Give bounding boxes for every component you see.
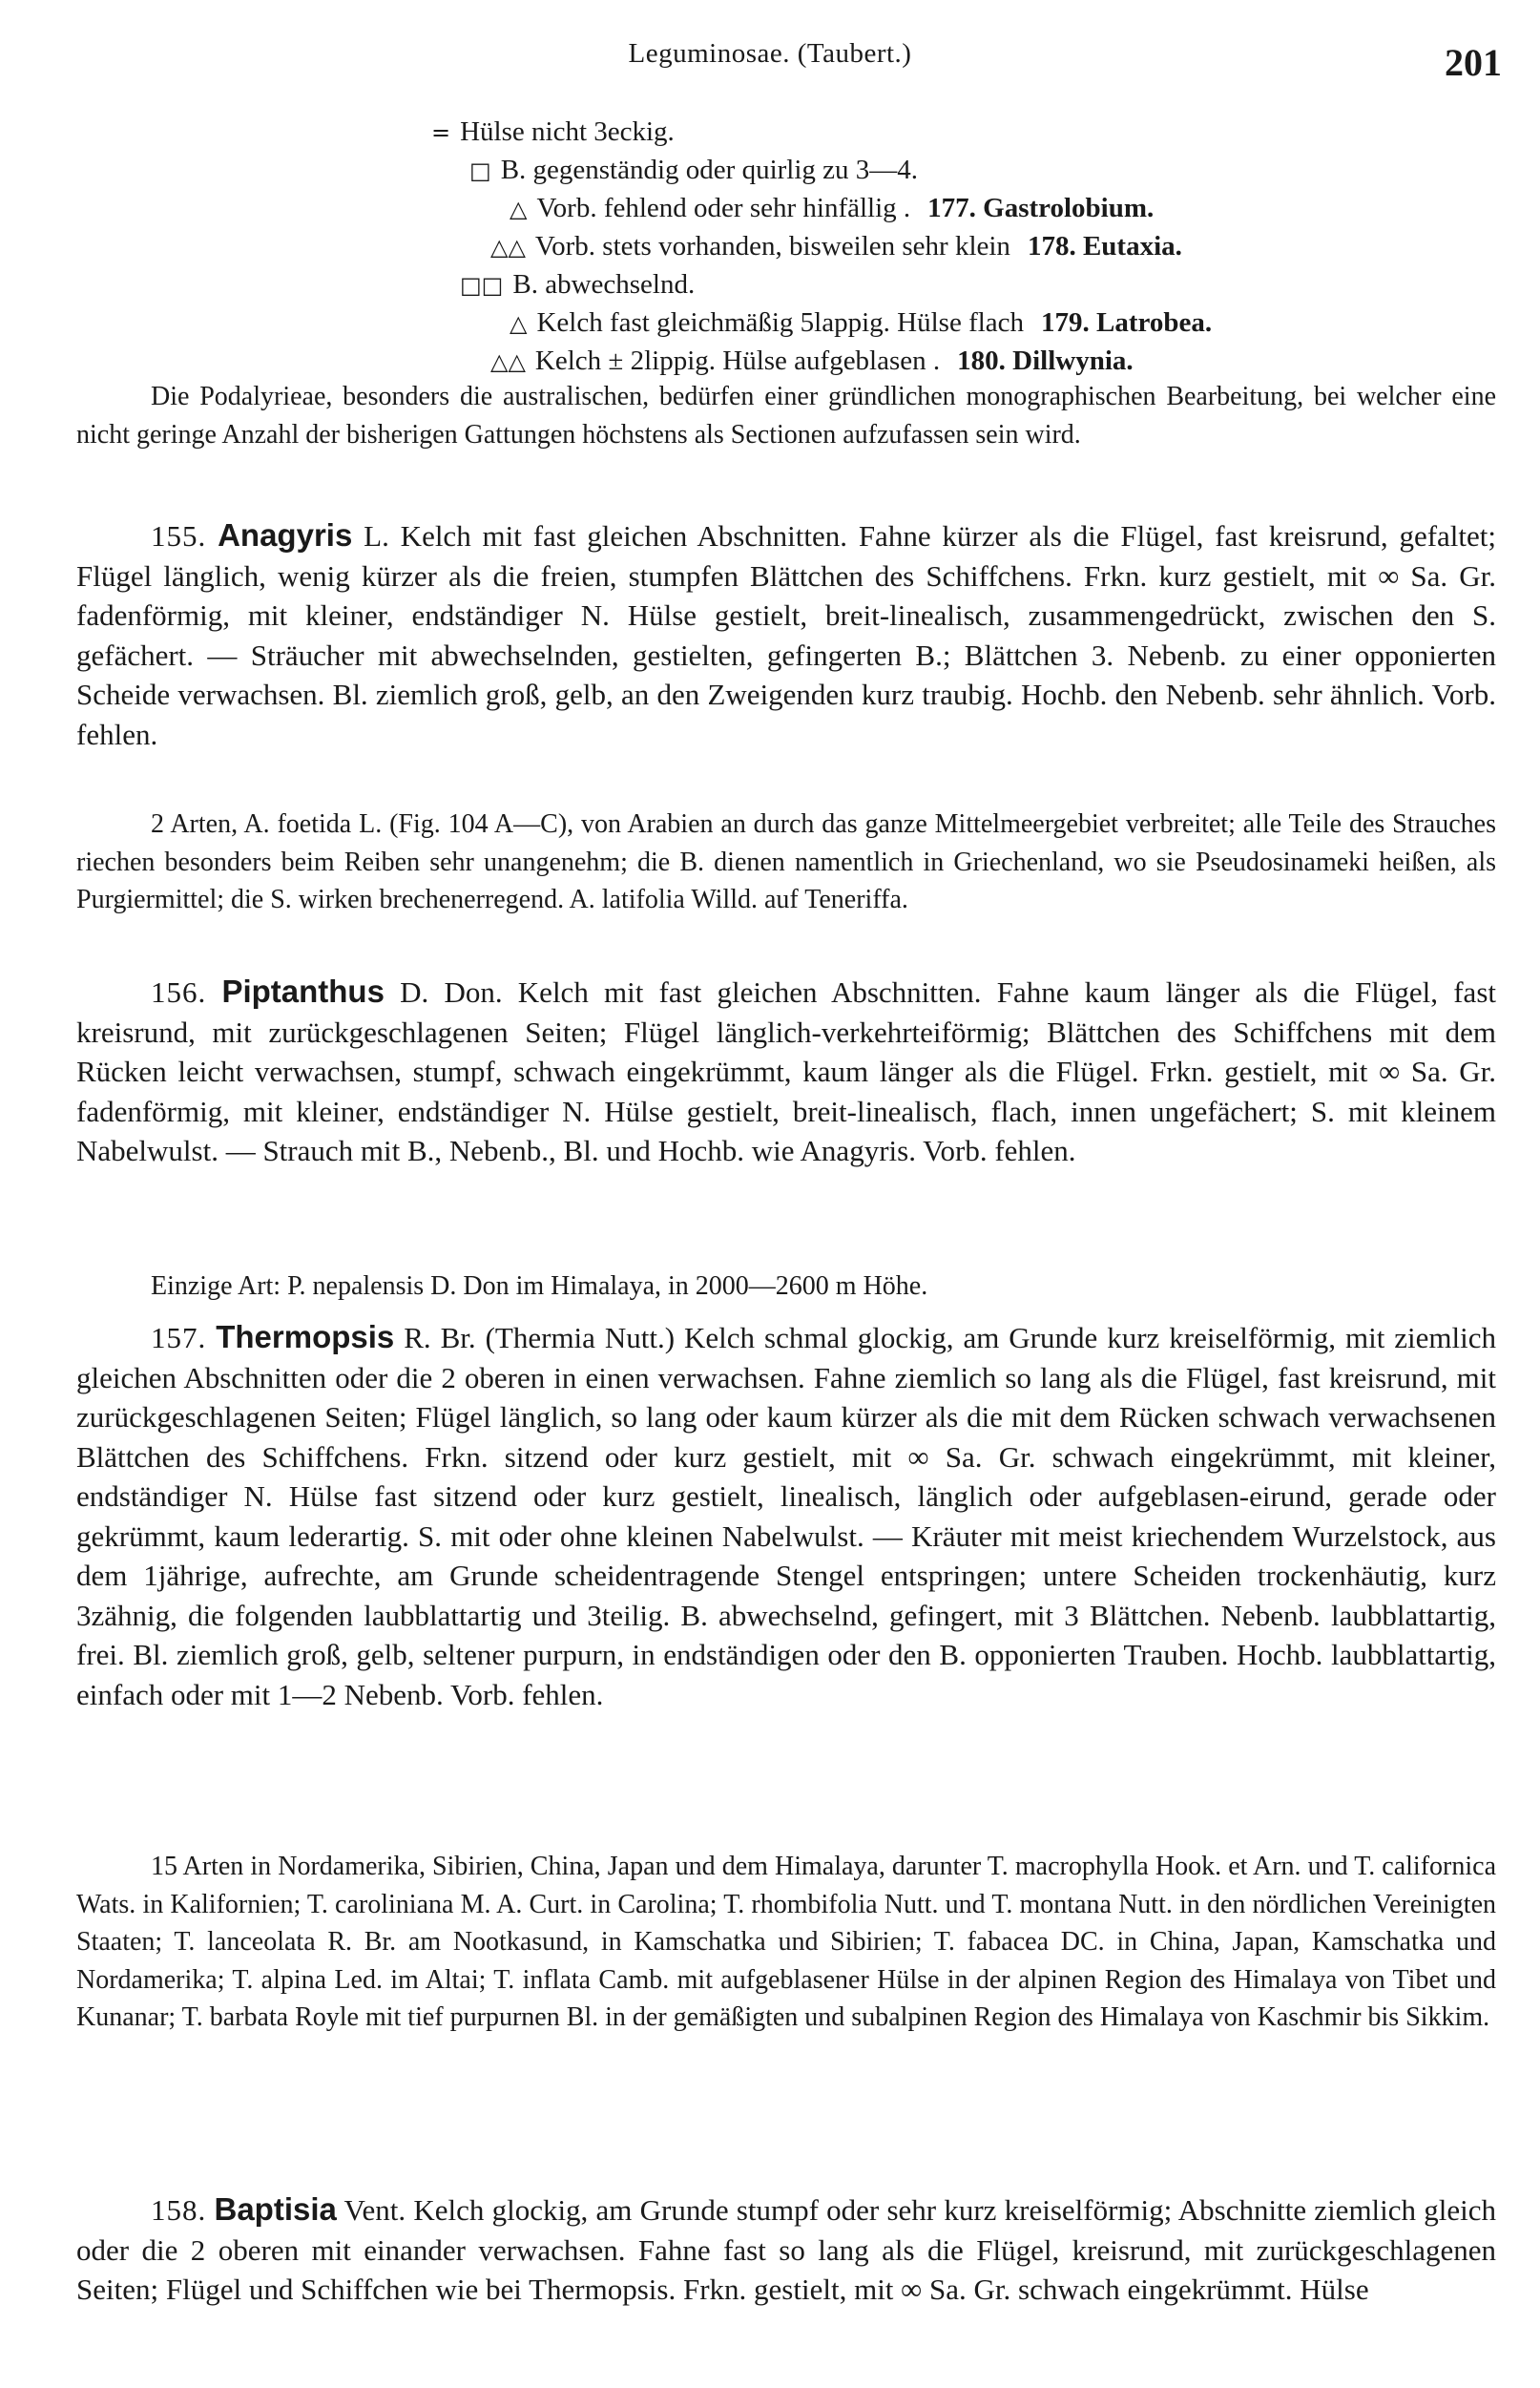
key-symbol: = bbox=[431, 119, 451, 146]
entry-number: 158. bbox=[151, 2193, 207, 2227]
page-number: 201 bbox=[1445, 41, 1502, 84]
entry-number: 156. bbox=[151, 975, 207, 1009]
genus-entry bbox=[76, 2189, 1496, 2310]
key-text: Kelch ± 2lippig. Hülse aufgeblasen . bbox=[534, 346, 941, 376]
genus-name: Piptanthus bbox=[221, 974, 385, 1009]
genus-name: Anagyris bbox=[218, 517, 353, 553]
entry-text: Kelch glockig, am Grunde stumpf oder sehr kurz kreiselförmig; Abschnitte ziemlich gleich oder die 2 oberen mit einander verwachsen. Fahne fast so lang als die Flügel, kreisrund, mit zurückgeschlagenen Seiten; Flügel und Schiffchen wie bei Thermopsis. Frkn. gestielt, mit ∞ Sa. Gr. schwach eingekrümmt. Hülse bbox=[76, 2193, 1497, 2306]
key-text: B. abwechselnd. bbox=[512, 269, 696, 300]
species-note-text: 15 Arten in Nordamerika, Sibirien, China, Japan und dem Himalaya, darunter T. macrophylla Hook. et Arn. und T. californica Wats. in Kalifornien; T. caroliniana M. A. Curt. in Carolina; T. rhombifolia Nutt. und T. montana Nutt. in den nördlichen Vereinigten Staaten; T. lanceolata R. Br. am Nootkasund, in Kamschatka und Sibirien; T. fabacea DC. in China, Japan, Kamschatka und Nordamerika; T. alpina Led. im Altai; T. inflata Camb. mit aufgeblasener Hülse in der alpinen Region des Himalaya von Tibet und Kunanar; T. barbata Royle mit tief purpurnen Bl. in der gemäßigten und subalpinen Region des Himalaya von Kaschmir bis Sikkim. bbox=[76, 1852, 1496, 2032]
key-text: B. gegenständig oder quirlig zu 3—4. bbox=[500, 155, 919, 185]
key-genus: 179. Latrobea. bbox=[1041, 307, 1213, 338]
key-symbol: △ bbox=[510, 196, 528, 222]
species-note bbox=[76, 1848, 1496, 2037]
key-symbol: □□ bbox=[460, 272, 504, 299]
key-genus: 177. Gastrolobium. bbox=[927, 193, 1155, 223]
species-note bbox=[76, 1267, 1496, 1306]
species-note-text: 2 Arten, A. foetida L. (Fig. 104 A—C), von Arabien an durch das ganze Mittelmeergebiet verbreitet; alle Teile des Strauches riechen besonders beim Reiben sehr unangenehm; die B. dienen namentlich in Griechenland, wo sie Pseudosinameki heißen, als Purgiermittel; die S. wirken brechenerregend. A. latifolia Willd. auf Teneriffa. bbox=[76, 809, 1496, 914]
key-line bbox=[460, 265, 695, 304]
key-symbol: △ bbox=[510, 310, 528, 337]
entry-description bbox=[76, 972, 1496, 1171]
genus-entry bbox=[76, 1317, 1496, 1714]
entry-number: 157. bbox=[151, 1321, 207, 1354]
key-symbol: △△ bbox=[490, 234, 526, 261]
entry-text: Kelch mit fast gleichen Abschnitten. Fahne kaum länger als die Flügel, fast kreisrund, mit zurückgeschlagenen Seiten; Flügel länglich-verkehrteiförmig; Blättchen des Schiffchens mit dem Rücken leicht verwachsen, stumpf, schwach eingekrümmt, kaum länger als die Flügel. Frkn. gestielt, mit ∞ Sa. Gr. fadenförmig, mit kleiner, endständiger N. Hülse gestielt, breit-linealisch, flach, innen ungefächert; S. mit kleinem Nabelwulst. — Strauch mit B., Nebenb., Bl. und Hochb. wie Anagyris. Vorb. fehlen. bbox=[76, 975, 1496, 1167]
genus-entry bbox=[76, 972, 1496, 1171]
intro-text: Die Podalyrieae, besonders die australischen, bedürfen einer gründlichen monographischen Bearbeitung, bei welcher eine nicht geringe Anzahl der bisherigen Gattungen höchstens als Sectionen aufzufassen sein wird. bbox=[76, 382, 1496, 450]
key-line bbox=[510, 304, 1212, 342]
key-line bbox=[469, 151, 918, 189]
key-line bbox=[510, 189, 1154, 227]
genus-author: R. Br. (Thermia Nutt.) bbox=[394, 1321, 676, 1354]
key-line bbox=[490, 227, 1182, 265]
key-genus: 180. Dillwynia. bbox=[957, 346, 1134, 376]
genus-name: Thermopsis bbox=[216, 1319, 395, 1354]
key-text: Kelch fast gleichmäßig 5lappig. Hülse flach bbox=[536, 307, 1025, 338]
key-symbol: △△ bbox=[490, 348, 526, 375]
entry-text: Kelch schmal glockig, am Grunde kurz kreiselförmig, mit ziemlich gleichen Abschnitten oder die 2 oberen in einen verwachsen. Fahne ziemlich so lang als die Flügel, fast kreisrund, mit zurückgeschlagenen Seiten; Flügel länglich, so lang oder kaum kürzer als die mit dem Rücken schwach verwachsenen Blättchen des Schiffchens. Frkn. sitzend oder kurz gestielt, mit ∞ Sa. Gr. schwach eingekrümmt, mit kleiner, endständiger N. Hülse fast sitzend oder kurz gestielt, linealisch, länglich oder aufgeblasen-eirund, gerade oder gekrümmt, kaum lederartig. S. mit oder ohne kleinen Nabelwulst. — Kräuter mit meist kriechendem Wurzelstock, aus dem 1jährige, aufrechte, am Grunde scheidentragende Stengel entspringen; untere Scheiden trockenhäutig, kurz 3zähnig, die folgenden laubblattartig und 3teilig. B. abwechselnd, gefingert, mit 3 Blättchen. Nebenb. laubblattartig, frei. Bl. ziemlich groß, gelb, seltener purpurn, in endständigen oder den B. opponierten Trauben. Hochb. laubblattartig, einfach oder mit 1—2 Nebenb. Vorb. fehlen. bbox=[76, 1321, 1497, 1711]
genus-name: Baptisia bbox=[214, 2191, 337, 2227]
key-text: Vorb. stets vorhanden, bisweilen sehr klein bbox=[534, 231, 1010, 262]
page-header bbox=[0, 31, 1540, 88]
key-text: Vorb. fehlend oder sehr hinfällig . bbox=[536, 193, 911, 223]
entry-description bbox=[76, 2189, 1496, 2310]
entry-description bbox=[76, 515, 1496, 754]
genus-entry bbox=[76, 515, 1496, 754]
key-genus: 178. Eutaxia. bbox=[1027, 231, 1182, 262]
genus-author: L. bbox=[352, 519, 389, 553]
species-note-text: Einzige Art: P. nepalensis D. Don im Himalaya, in 2000—2600 m Höhe. bbox=[151, 1271, 928, 1301]
entry-description bbox=[76, 1317, 1496, 1714]
key-line bbox=[431, 113, 675, 151]
species-note bbox=[76, 806, 1496, 919]
key-text: Hülse nicht 3eckig. bbox=[460, 116, 675, 147]
key-line bbox=[490, 342, 1134, 380]
running-title: Leguminosae. (Taubert.) bbox=[628, 38, 912, 69]
entry-number: 155. bbox=[151, 519, 207, 553]
genus-author: D. Don. bbox=[384, 975, 503, 1009]
intro-paragraph bbox=[76, 378, 1496, 453]
entry-text: Kelch mit fast gleichen Abschnitten. Fahne kürzer als die Flügel, fast kreisrund, gefaltet; Flügel länglich, wenig kürzer als die freien, stumpfen Blättchen des Schiffchens. Frkn. kurz gestielt, mit ∞ Sa. Gr. fadenförmig, mit kleiner, endständiger N. Hülse gestielt, breit-linealisch, zusammengedrückt, zwischen den S. gefächert. — Sträucher mit abwechselnden, gestielten, gefingerten B.; Blättchen 3. Nebenb. zu einer opponierten Scheide verwachsen. Bl. ziemlich groß, gelb, an den Zweigenden kurz traubig. Hochb. den Nebenb. sehr ähnlich. Vorb. fehlen. bbox=[76, 519, 1497, 751]
key-symbol: □ bbox=[469, 157, 491, 184]
genus-author: Vent. bbox=[336, 2193, 406, 2227]
